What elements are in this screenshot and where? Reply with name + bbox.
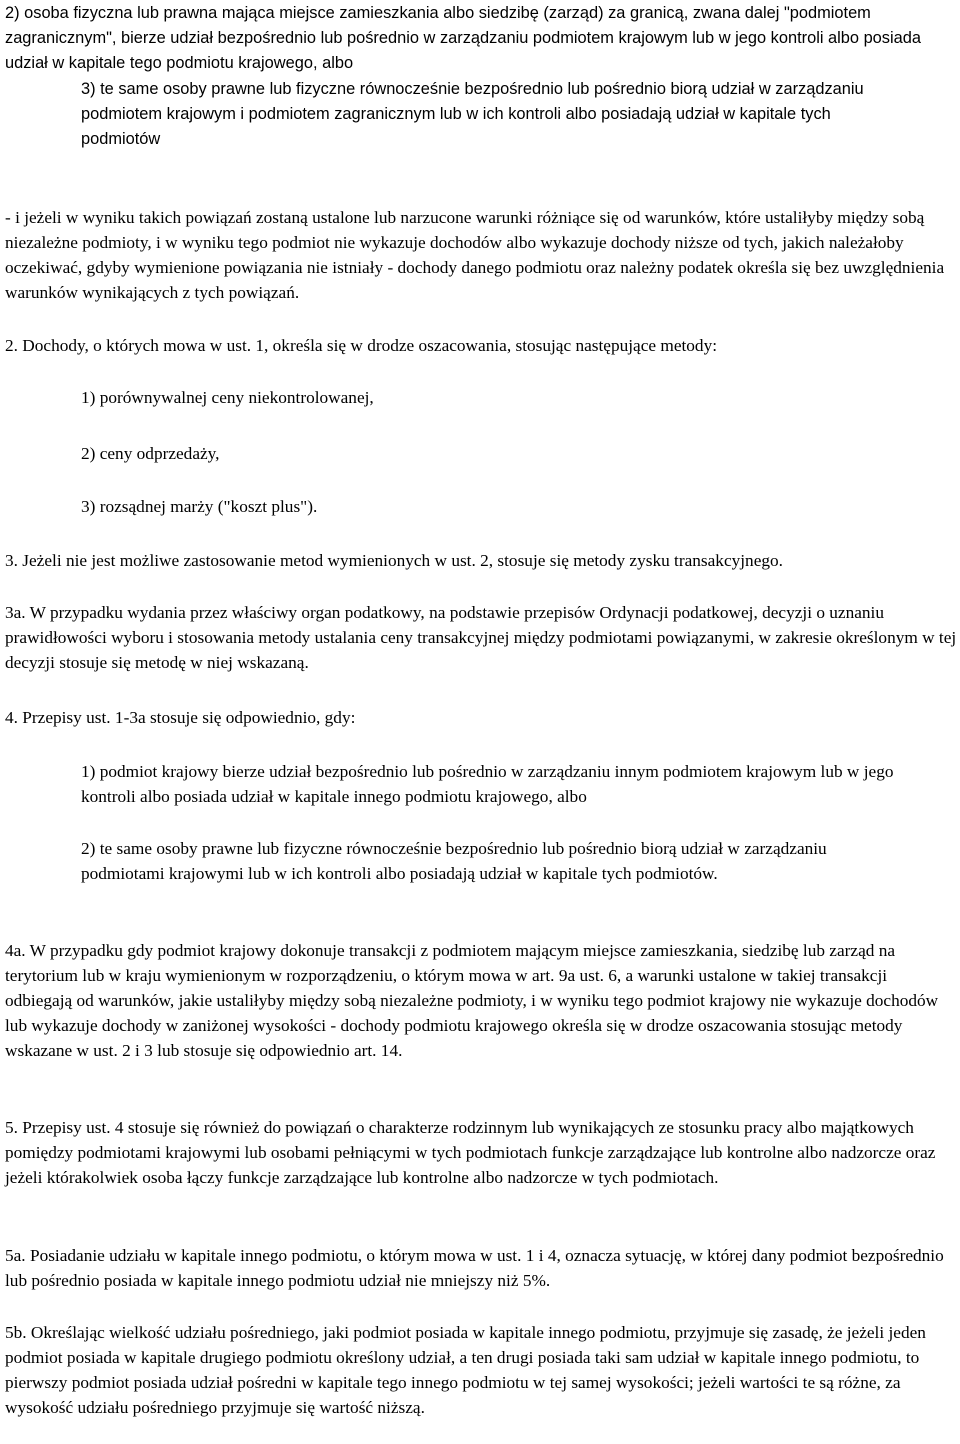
list-item-method-3: 3) rozsądnej marży ("koszt plus"). bbox=[81, 497, 318, 516]
paragraph-section-5: 5. Przepisy ust. 4 stosuje się również do powiązań o charakterze rodzinnym lub wynikających ze stosunku pracy albo majątkowych pomiędzy podmiotami krajowymi lub osobami pełniącymi w tych podmiotach funkcje zarządzające lub kontrolne albo nadzorcze oraz jeżeli którakolwiek osoba łączy funkcje zarządzające lub kontrolne albo nadzorcze w tych podmiotach. bbox=[5, 1118, 936, 1187]
paragraph-conditions: - i jeżeli w wyniku takich powiązań zostaną ustalone lub narzucone warunki różniące się od warunków, które ustaliłyby między sobą niezależne podmioty, i w wyniku tego podmiot nie wykazuje dochodów albo wykazuje dochody niższe od tych, jakich należałoby oczekiwać, gdyby wymienione powiązania nie istniały - dochody danego podmiotu oraz należny podatek określa się bez uwzględnienia warunków wynikających z tych powiązań. bbox=[5, 208, 945, 302]
paragraph-2-foreign-entity: 2) osoba fizyczna lub prawna mająca miejsce zamieszkania albo siedzibę (zarząd) za granicą, zwana dalej "podmiotem zagranicznym", bierze udział bezpośrednio lub pośrednio w zarządzaniu podmiotem krajowym lub w jego kontroli albo posiada udział w kapitale tego podmiotu krajowego, albo bbox=[5, 4, 921, 72]
list-item-section-4-1: 1) podmiot krajowy bierze udział bezpośrednio lub pośrednio w zarządzaniu innym podmiotem krajowym lub w jego kontroli albo posiada udział w kapitale innego podmiotu krajowego, albo bbox=[81, 762, 894, 806]
list-item-method-2: 2) ceny odprzedaży, bbox=[81, 444, 220, 463]
list-item-method-1: 1) porównywalnej ceny niekontrolowanej, bbox=[81, 388, 374, 407]
paragraph-section-4: 4. Przepisy ust. 1-3a stosuje się odpowiednio, gdy: bbox=[5, 708, 356, 727]
paragraph-section-4a: 4a. W przypadku gdy podmiot krajowy dokonuje transakcji z podmiotem mającym miejsce zamieszkania, siedzibę lub zarząd na terytorium lub w kraju wymienionym w rozporządzeniu, o którym mowa w art. 9a ust. 6, a warunki ustalone w takiej transakcji odbiegają od warunków, jakie ustaliłyby między sobą niezależne podmioty, i w wyniku tego podmiot krajowy nie wykazuje dochodów lub wykazuje dochody w zaniżonej wysokości - dochody podmiotu krajowego określa się w drodze oszacowania stosując metody wskazane w ust. 2 i 3 lub stosuje się odpowiednio art. 14. bbox=[5, 941, 939, 1060]
list-item-section-4-2: 2) te same osoby prawne lub fizyczne równocześnie bezpośrednio lub pośrednio biorą udział w zarządzaniu podmiotami krajowymi lub w ich kontroli albo posiadają udział w kapitale tych podmiotów. bbox=[81, 839, 827, 883]
paragraph-section-3a: 3a. W przypadku wydania przez właściwy organ podatkowy, na podstawie przepisów Ordynacji podatkowej, decyzji o uznaniu prawidłowości wyboru i stosowania metody ustalania ceny transakcyjnej między podmiotami powiązanymi, w zakresie określonym w tej decyzji stosuje się metodę w niej wskazaną. bbox=[5, 603, 957, 672]
paragraph-section-5b: 5b. Określając wielkość udziału pośredniego, jaki podmiot posiada w kapitale innego podmiotu, przyjmuje się zasadę, że jeżeli jeden podmiot posiada w kapitale drugiego podmiotu określony udział, a ten drugi posiada taki sam udział w kapitale innego podmiotu, to pierwszy podmiot posiada udział pośredni w kapitale tego innego podmiotu w tej samej wysokości; jeżeli wartości te są różne, za wysokość udziału pośredniego przyjmuje się wartość niższą. bbox=[5, 1323, 926, 1417]
paragraph-section-5a: 5a. Posiadanie udziału w kapitale innego podmiotu, o którym mowa w ust. 1 i 4, oznacza sytuację, w której dany podmiot bezpośrednio lub pośrednio posiada w kapitale innego podmiotu udział nie mniejszy niż 5%. bbox=[5, 1246, 944, 1290]
paragraph-section-2: 2. Dochody, o których mowa w ust. 1, określa się w drodze oszacowania, stosując następujące metody: bbox=[5, 336, 718, 355]
paragraph-3-same-persons: 3) te same osoby prawne lub fizyczne równocześnie bezpośrednio lub pośrednio biorą udział w zarządzaniu podmiotem krajowym i podmiotem zagranicznym lub w ich kontroli albo posiadają udział w kapitale tych podmiotów bbox=[81, 80, 864, 148]
paragraph-section-3: 3. Jeżeli nie jest możliwe zastosowanie metod wymienionych w ust. 2, stosuje się metody zysku transakcyjnego. bbox=[5, 551, 783, 570]
